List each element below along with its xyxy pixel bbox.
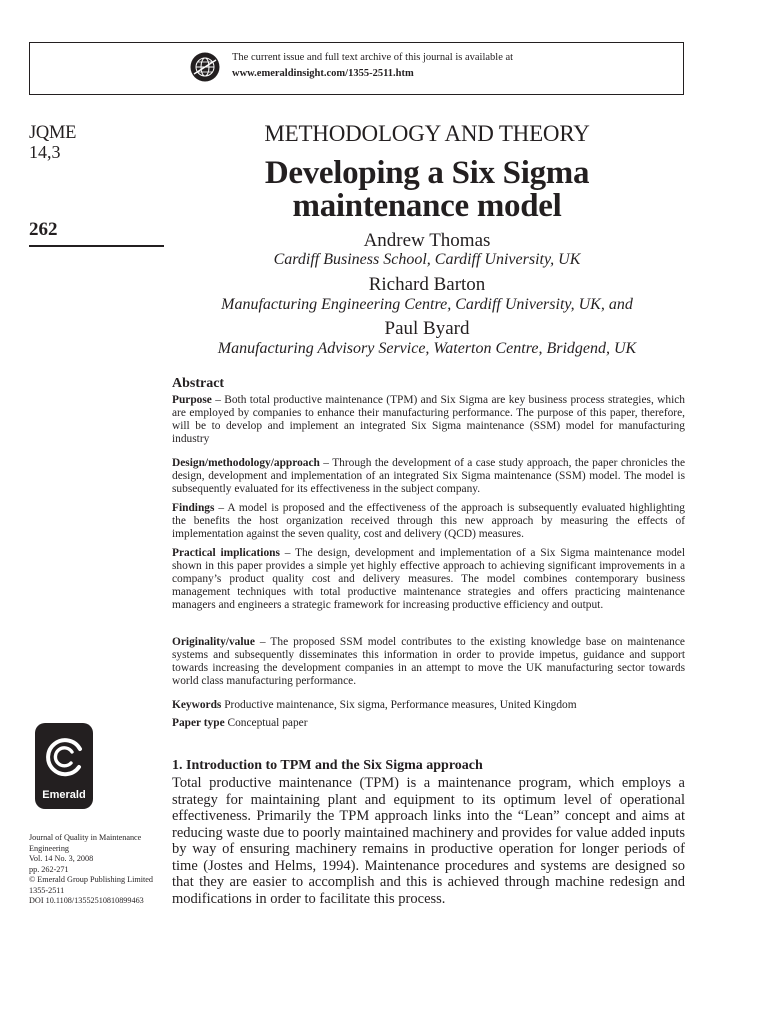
- journal-url-link[interactable]: www.emeraldinsight.com/1355-2511.htm: [232, 68, 414, 79]
- abstract-practical: [172, 547, 685, 612]
- author-name: Andrew Thomas: [363, 230, 491, 251]
- journal-info-line: pp. 262-271: [29, 864, 69, 874]
- practical-text: – The design, development and implementation of a Six Sigma maintenance model shown in this paper provides a simple yet highly effective approach to achieving significant improvements in a company’s product quality cost and delivery measures. The model combines contemporary business management techniques with total productive maintenance strategies and offers practicing maintenance managers and engineers a strategic framework for increasing productive efficiency and output.: [172, 547, 685, 611]
- design-text: – Through the development of a case study approach, the paper chronicles the design, development and implementation of an integrated Six Sigma maintenance (SSM) model. The model is subsequently evaluated for its effectiveness in the subject company.: [172, 457, 685, 495]
- design-label: Design/methodology/approach: [172, 457, 320, 469]
- keywords-label: Keywords: [172, 699, 222, 711]
- journal-info-line: 1355-2511: [29, 885, 65, 895]
- paper-title-line1: Developing a Six Sigma: [264, 155, 590, 191]
- abstract-heading: Abstract: [172, 376, 225, 391]
- paper-type-text: Conceptual paper: [224, 717, 308, 729]
- originality-text: – The proposed SSM model contributes to the existing knowledge base on maintenance systems and subsequently disseminates this information in order to provide impetus, guidance and support towards increasing the development companies in an attempt to move the UK manufacturing sector towards world class manufacturing performance.: [172, 636, 685, 687]
- journal-info-line: Engineering: [29, 843, 70, 853]
- page-number: 262: [29, 219, 58, 240]
- journal-info: [29, 833, 169, 907]
- abstract-originality: [172, 636, 685, 688]
- practical-label: Practical implications: [172, 547, 280, 559]
- journal-volume: 14,3: [29, 142, 61, 162]
- paper-type-label: Paper type: [172, 717, 225, 729]
- emerald-e-icon: [35, 727, 93, 787]
- emerald-logo-text: Emerald: [42, 789, 86, 801]
- abstract-findings: [172, 502, 685, 541]
- keywords-text: Productive maintenance, Six sigma, Performance measures, United Kingdom: [221, 699, 577, 711]
- author-affiliation: Manufacturing Advisory Service, Waterton Centre, Bridgend, UK: [217, 340, 637, 357]
- journal-code: JQME: [29, 123, 77, 143]
- journal-info-line: Vol. 14 No. 3, 2008: [29, 854, 94, 863]
- emerald-logo: [35, 723, 93, 809]
- author-affiliation: Cardiff Business School, Cardiff University, UK: [273, 251, 581, 268]
- author-name: Paul Byard: [384, 318, 470, 339]
- abstract-purpose: [172, 394, 685, 446]
- author-affiliation: Manufacturing Engineering Centre, Cardiff University, UK, and: [221, 296, 633, 313]
- journal-info-line: © Emerald Group Publishing Limited: [29, 875, 154, 884]
- journal-info-line: Journal of Quality in Maintenance: [29, 833, 142, 842]
- body-paragraph: Total productive maintenance (TPM) is a maintenance program, which employs a strategy for maintaining plant and equipment to its optimum level of operational effectiveness. Primarily the TPM approach links into the “Lean” concept and aims at reducing waste due to poorly maintained machinery and provides for value added inputs by way of ensuring machinery remains in productive operation for longer periods of time (Jostes and Helms, 1994). Maintenance procedures and systems are designed so that they are easier to accomplish and this is achieved through machine redesign and modifications in order to facilitate this process.: [172, 775, 685, 907]
- originality-label: Originality/value: [172, 636, 255, 648]
- journal-info-line: DOI 10.1108/13552510810899463: [29, 896, 144, 905]
- section-heading: 1. Introduction to TPM and the Six Sigma approach: [172, 758, 483, 773]
- findings-label: Findings: [172, 502, 215, 514]
- findings-text: – A model is proposed and the effectiveness of the approach is subsequently evaluated highlighting the benefits the host organization received through this new approach by measuring the effects of implementation against the seven quality, cost and delivery (QCD) measures.: [172, 502, 685, 540]
- purpose-label: Purpose: [172, 394, 212, 406]
- availability-text: The current issue and full text archive of this journal is available at: [232, 52, 514, 63]
- abstract-paper-type: [172, 717, 685, 730]
- abstract-design: [172, 457, 685, 496]
- author-name: Richard Barton: [368, 274, 486, 295]
- purpose-text: – Both total productive maintenance (TPM) and Six Sigma are key business process strategies, which are employed by companies to enhance their manufacturing performance. The purpose of this paper, therefore, will be to develop and implement an integrated Six Sigma maintenance (SSM) model for manufacturing industry: [172, 394, 685, 445]
- paper-title-line2: maintenance model: [292, 188, 562, 224]
- abstract-keywords: [172, 699, 685, 712]
- section-label: METHODOLOGY AND THEORY: [264, 121, 590, 146]
- globe-icon: [190, 52, 220, 82]
